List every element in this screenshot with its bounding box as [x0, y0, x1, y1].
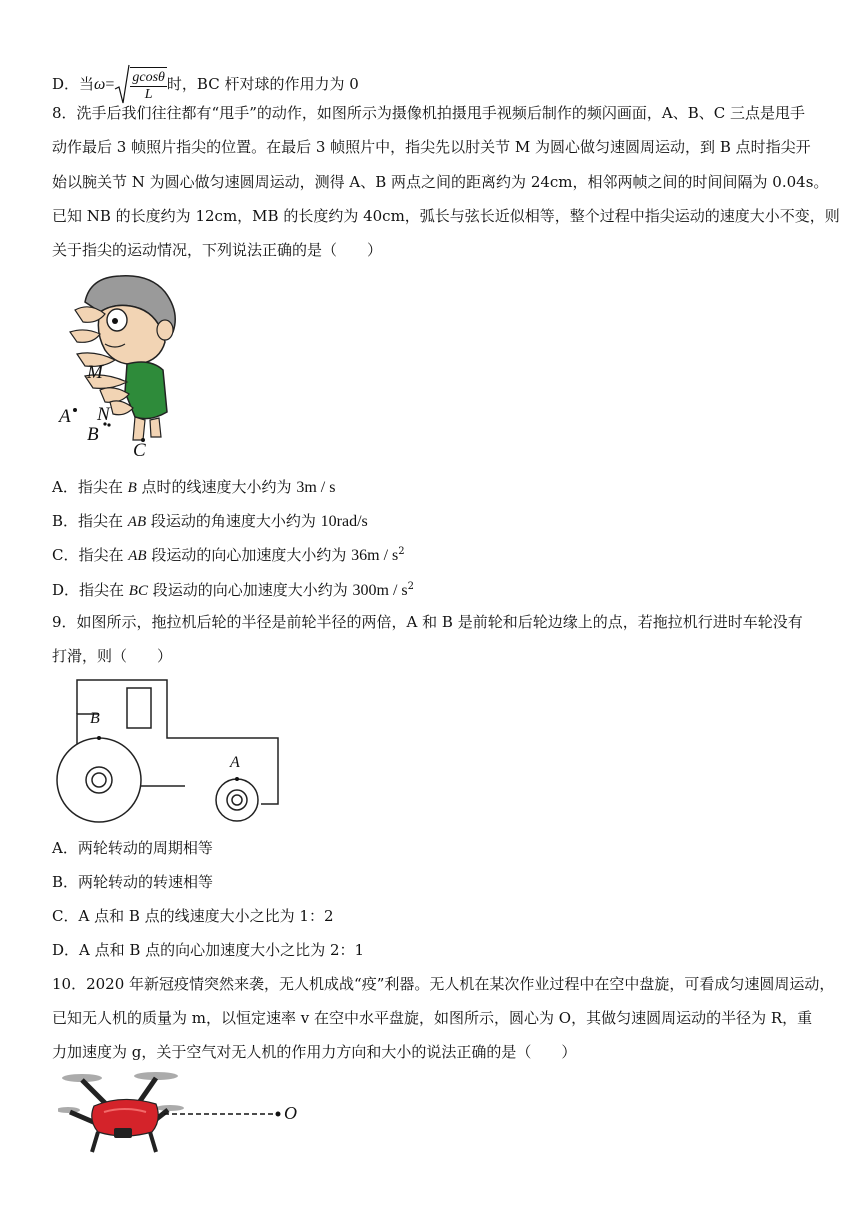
tractor-figure: [55, 676, 285, 826]
radical-sign-icon: [114, 63, 130, 107]
q7-option-d-suffix: 时，BC 杆对球的作用力为 0: [166, 75, 359, 93]
q7-option-d-prefix: D．当: [52, 75, 95, 93]
q10-line: 10．2020 年新冠疫情突然来袭，无人机成战“疫”利器。无人机在某次作业过程中在空中盘旋，可看成匀速圆周运动，: [52, 975, 835, 993]
label-o: O: [284, 1103, 297, 1123]
boy-cartoon-icon: [55, 272, 195, 462]
label-c: C: [133, 440, 146, 461]
label-b: B: [90, 710, 100, 727]
q9-option-a: A．两轮转动的周期相等: [52, 839, 213, 857]
q9-option-d: D．A 点和 B 点的向心加速度大小之比为 2：1: [52, 941, 365, 959]
hand-shaking-figure: [55, 272, 195, 462]
q7-option-d: [52, 63, 359, 107]
q9-option-b: B．两轮转动的转速相等: [52, 873, 214, 891]
label-b: B: [87, 424, 99, 445]
q9-line: 打滑，则（ ）: [52, 647, 173, 665]
q9-line: 9．如图所示，拖拉机后轮的半径是前轮半径的两倍，A 和 B 是前轮和后轮边缘上的点，若拖拉机行进时车轮没有: [52, 613, 803, 631]
formula-denominator: L: [144, 87, 153, 102]
omega-symbol: ω: [94, 76, 106, 93]
q10-line: 已知无人机的质量为 m，以恒定速率 v 在空中水平盘旋，如图所示，圆心为 O，其做匀速圆周运动的半径为 R，重: [52, 1009, 813, 1027]
q8-line: 关于指尖的运动情况，下列说法正确的是（ ）: [52, 241, 383, 259]
q10-line: 力加速度为 g，关于空气对无人机的作用力方向和大小的说法正确的是（ ）: [52, 1043, 577, 1061]
q8-line: 动作最后 3 帧照片指尖的位置。在最后 3 帧照片中，指尖先以肘关节 M 为圆心做匀速圆周运动，到 B 点时指尖开: [52, 138, 811, 156]
label-m: M: [87, 362, 103, 383]
sqrt-formula: [114, 63, 167, 107]
drone-icon: [58, 1068, 308, 1158]
q8-option-d: D．指尖在 BC 段运动的向心加速度大小约为 $300m / s^2$: [52, 581, 415, 599]
q8-option-c: C．指尖在 AB 段运动的向心加速度大小约为 $36m / s^2$: [52, 546, 405, 564]
q8-line: 8．洗手后我们往往都有“甩手”的动作，如图所示为摄像机拍摄甩手视频后制作的频闪画面，A、B、C 三点是甩手: [52, 104, 805, 122]
formula-numerator: gcosθ: [132, 70, 165, 85]
equals-sign: =: [105, 76, 115, 93]
label-a: A: [59, 406, 71, 427]
q9-option-c: C．A 点和 B 点的线速度大小之比为 1：2: [52, 907, 334, 925]
q8-option-b: B．指尖在 AB 段运动的角速度大小约为 10rad/s: [52, 512, 368, 530]
q8-line: 始以腕关节 N 为圆心做匀速圆周运动，测得 A、B 两点之间的距离约为 24cm，相邻两帧之间的时间间隔为 0.04s。: [52, 173, 829, 191]
q8-line: 已知 NB 的长度约为 12cm，MB 的长度约为 40cm，弧长与弦长近似相等，整个过程中指尖运动的速度大小不变，则: [52, 207, 840, 225]
label-a: A: [230, 754, 240, 771]
drone-figure: [58, 1068, 308, 1158]
label-n: N: [97, 404, 110, 425]
q8-option-a: A．指尖在 B 点时的线速度大小约为 3m / s: [52, 478, 336, 496]
tractor-icon: [55, 676, 285, 826]
